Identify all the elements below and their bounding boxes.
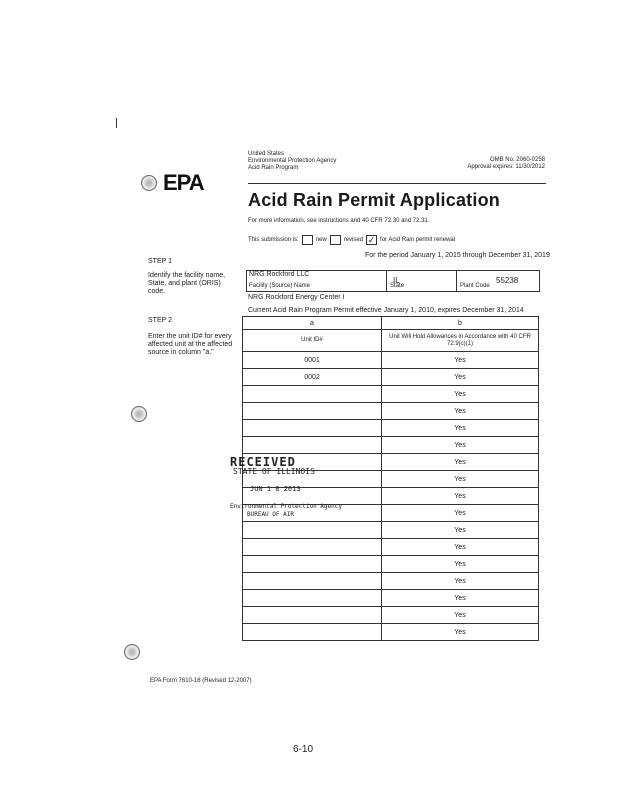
table-row (243, 607, 539, 624)
col-a-letter: a (243, 317, 382, 330)
unit-id-cell: 0002 (243, 369, 382, 386)
hold-allowances-cell: Yes (382, 624, 539, 641)
epa-logo (141, 170, 204, 196)
unit-table (242, 316, 539, 641)
hold-allowances-cell: Yes (382, 471, 539, 488)
hold-allowances-cell: Yes (382, 369, 539, 386)
table-row (243, 573, 539, 590)
seal-icon (131, 406, 147, 422)
permit-effective: Current Acid Rain Program Permit effective January 1, 2010, expires December 31, 2014 (248, 307, 524, 314)
omb-number: OMB No. 2060-0258 (489, 157, 545, 163)
permit-period: For the period January 1, 2015 through December 31, 2019 (365, 252, 550, 259)
seal-icon (124, 644, 140, 660)
col-b-header: Unit Will Hold Allowances in Accordance with 40 CFR 72.9(c)(1) (382, 330, 539, 352)
unit-id-cell (243, 437, 382, 454)
table-row (243, 624, 539, 641)
agency-line-2: Environmental Protection Agency (248, 158, 337, 164)
unit-id-cell (243, 403, 382, 420)
facility-name: NRG Rockford LLC (249, 271, 310, 278)
agency-line-3: Acid Rain Program (248, 165, 299, 171)
table-row (243, 522, 539, 539)
hold-allowances-cell: Yes (382, 590, 539, 607)
table-row (243, 352, 539, 369)
header-divider (248, 183, 546, 184)
plant-code-value: 55238 (496, 276, 519, 285)
step-2-description: Enter the unit ID# for every affected unit at the affected source in column "a." (148, 333, 233, 356)
facility-name-label: Facility (Source) Name (249, 283, 311, 289)
step-1-description: Identify the facility name, State, and plant (ORIS) code. (148, 272, 226, 295)
unit-id-cell (243, 420, 382, 437)
energy-center-name: NRG Rockford Energy Center I (248, 294, 345, 301)
column-header-row (243, 330, 539, 352)
unit-id-cell (243, 556, 382, 573)
unit-id-cell: 0001 (243, 352, 382, 369)
epa-seal-icon (141, 175, 157, 191)
hold-allowances-cell: Yes (382, 352, 539, 369)
step-2-label: STEP 2 (148, 317, 172, 324)
new-label: new (315, 237, 327, 243)
stamp-bureau: BUREAU OF AIR (247, 511, 294, 518)
hold-allowances-cell: Yes (382, 420, 539, 437)
hold-allowances-cell: Yes (382, 386, 539, 403)
plant-code-label: Plant Code (460, 283, 490, 289)
approval-expires: Approval expires: 11/30/2012 (467, 164, 545, 170)
hold-allowances-cell: Yes (382, 556, 539, 573)
facility-divider-2 (456, 270, 457, 291)
table-row (243, 556, 539, 573)
hold-allowances-cell: Yes (382, 488, 539, 505)
table-row (243, 420, 539, 437)
unit-id-cell (243, 386, 382, 403)
stamp-state: STATE OF ILLINOIS (233, 467, 315, 476)
submission-type (248, 235, 455, 245)
hold-allowances-cell: Yes (382, 403, 539, 420)
revised-label: revised (343, 237, 364, 243)
unit-id-cell (243, 573, 382, 590)
unit-id-cell (243, 590, 382, 607)
state-label: State (390, 283, 405, 289)
stamp-date: JUN 1 8 2013 (250, 485, 301, 493)
hold-allowances-cell: Yes (382, 505, 539, 522)
page-title: Acid Rain Permit Application (248, 190, 500, 210)
table-row (243, 386, 539, 403)
table-row (243, 590, 539, 607)
hold-allowances-cell: Yes (382, 607, 539, 624)
submission-prefix: This submission is: (248, 237, 299, 243)
col-b-letter: b (382, 317, 539, 330)
form-footer: EPA Form 7610-16 (Revised 12-2007) (150, 678, 252, 684)
renewal-label: for Acid Rain permit renewal (380, 237, 456, 243)
unit-id-cell (243, 522, 382, 539)
unit-id-cell (243, 539, 382, 556)
column-letter-row (243, 317, 539, 330)
hold-allowances-cell: Yes (382, 539, 539, 556)
page-number: 6-10 (293, 744, 314, 755)
info-line: For more information, see instructions and 40 CFR 72.30 and 72.31. (248, 218, 430, 224)
facility-divider-1 (386, 270, 387, 291)
hold-allowances-cell: Yes (382, 437, 539, 454)
state-value: IL (393, 276, 400, 285)
table-row (243, 539, 539, 556)
unit-id-cell (243, 607, 382, 624)
hold-allowances-cell: Yes (382, 454, 539, 471)
hold-allowances-cell: Yes (382, 522, 539, 539)
agency-line-1: United States (248, 151, 285, 157)
table-row (243, 437, 539, 454)
stamp-agency: Environmental Protection Agency (230, 503, 342, 510)
omb-header (430, 157, 545, 171)
epa-logo-text: EPA (163, 170, 204, 195)
step-1-label: STEP 1 (148, 258, 172, 265)
new-checkbox[interactable] (302, 235, 313, 245)
revised-checkbox[interactable] (330, 235, 341, 245)
received-stamp: RECEIVED (230, 455, 296, 469)
table-row (243, 369, 539, 386)
margin-mark (116, 118, 117, 128)
hold-allowances-cell: Yes (382, 573, 539, 590)
table-row (243, 403, 539, 420)
unit-id-cell (243, 624, 382, 641)
col-a-header: Unit ID# (243, 330, 382, 352)
renewal-checkbox[interactable]: ✓ (367, 235, 376, 245)
agency-header (248, 151, 388, 172)
